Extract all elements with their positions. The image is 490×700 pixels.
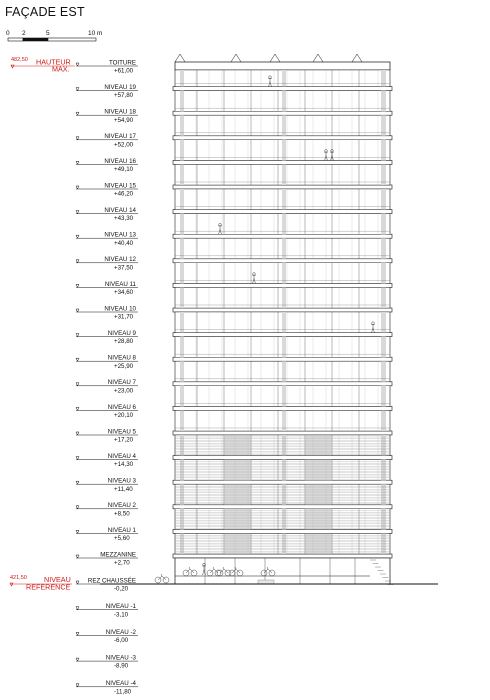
floor-slab	[173, 382, 392, 386]
level-name: NIVEAU -4	[105, 680, 136, 688]
louver-panel	[224, 533, 251, 554]
level-marker-icon	[76, 684, 79, 687]
level-annotation	[76, 680, 138, 695]
level-elevation: +37,50	[114, 264, 134, 272]
level-name: REZ CHAUSSÉE	[87, 577, 136, 585]
level-elevation: +54,90	[114, 116, 134, 124]
level-name: NIVEAU 4	[107, 453, 136, 460]
level-name: NIVEAU 12	[104, 256, 136, 264]
level-elevation: -8,90	[114, 662, 129, 670]
level-marker-icon	[76, 383, 79, 386]
level-elevation: +28,80	[114, 338, 134, 346]
level-marker-icon	[76, 235, 79, 238]
level-annotations	[76, 59, 138, 695]
shading-panel	[381, 435, 386, 456]
level-annotation	[76, 527, 138, 542]
shading-panel	[180, 533, 184, 554]
scale-tick-label: 10 m	[88, 30, 103, 37]
level-marker-icon	[10, 583, 13, 586]
level-name: NIVEAU 7	[107, 379, 136, 387]
level-elevation: -6,00	[114, 637, 129, 644]
level-marker-icon	[76, 112, 79, 115]
level-marker-icon	[76, 506, 79, 509]
level-name: NIVEAU -3	[105, 654, 136, 662]
level-annotation	[76, 281, 138, 296]
level-annotation	[76, 133, 138, 148]
level-marker-icon	[76, 407, 79, 410]
level-name: NIVEAU 14	[104, 207, 136, 214]
level-annotation	[76, 207, 138, 222]
ground-floor-facade	[175, 558, 390, 584]
floor-slab	[173, 210, 392, 214]
level-marker-icon	[76, 63, 79, 66]
shading-panel	[381, 484, 386, 505]
max-height-value: 482,50	[11, 57, 28, 63]
level-marker-icon	[76, 555, 79, 558]
shading-panel	[282, 484, 286, 505]
floor-slab	[173, 111, 392, 115]
level-annotation	[76, 478, 138, 493]
level-annotation	[76, 232, 138, 247]
level-name: NIVEAU 9	[107, 330, 136, 337]
level-annotation	[76, 404, 138, 419]
level-marker-icon	[76, 607, 79, 610]
level-annotation	[76, 330, 138, 345]
level-marker-icon	[76, 186, 79, 189]
max-height-label: HAUTEUR	[36, 57, 71, 67]
floor-slab	[173, 554, 392, 558]
level-elevation: -11,80	[114, 688, 132, 696]
level-annotation	[76, 502, 138, 517]
level-annotation	[76, 629, 138, 644]
level-name: NIVEAU 2	[107, 502, 136, 510]
level-elevation: +31,70	[114, 313, 134, 321]
level-annotation	[76, 379, 138, 394]
floor-slab	[173, 87, 392, 91]
roof-vent-icon	[270, 54, 280, 62]
shading-panel	[381, 509, 386, 530]
floor-slab	[173, 357, 392, 361]
floor-slab	[173, 308, 392, 312]
level-elevation: +49,10	[114, 166, 134, 173]
floor-slab	[173, 529, 392, 533]
level-marker-icon	[76, 358, 79, 361]
level-annotation	[76, 158, 138, 173]
max-height-label-2: MAX.	[52, 64, 70, 74]
entrance-panel	[258, 580, 274, 584]
level-name: NIVEAU 19	[104, 84, 136, 91]
level-annotation	[76, 655, 138, 670]
floor-slab	[173, 406, 392, 410]
level-elevation: +11,40	[114, 485, 133, 493]
level-elevation: +43,30	[114, 215, 134, 223]
louver-panel	[224, 509, 251, 530]
level-marker-icon	[76, 88, 79, 91]
level-marker-icon	[76, 658, 79, 661]
floor-slab	[173, 160, 392, 164]
level-name: NIVEAU 5	[107, 428, 136, 436]
level-elevation: +8,50	[114, 510, 130, 518]
shading-panel	[180, 509, 184, 530]
level-marker-icon	[76, 432, 79, 435]
level-marker-icon	[11, 65, 14, 68]
shading-panel	[381, 533, 386, 554]
level-elevation: +14,30	[114, 461, 134, 469]
louver-panel	[305, 460, 332, 481]
roof-vent-icon	[231, 54, 241, 62]
level-annotation	[76, 59, 138, 74]
shading-panel	[282, 509, 286, 530]
level-name: NIVEAU 11	[104, 280, 136, 288]
louver-panel	[224, 435, 251, 456]
shading-panel	[282, 460, 286, 481]
floor-slab	[173, 283, 392, 287]
level-annotation	[76, 551, 138, 566]
louver-panel	[305, 484, 332, 505]
level-annotation	[76, 84, 138, 99]
level-annotation	[76, 428, 138, 443]
level-elevation: +25,90	[114, 362, 134, 370]
louver-panel	[224, 484, 251, 505]
roof-vent-icon	[352, 54, 362, 62]
level-elevation: +5,60	[114, 535, 130, 542]
reference-value: 421,50	[10, 575, 27, 581]
roof-vent-icon	[175, 54, 185, 62]
level-marker-icon	[76, 161, 79, 164]
level-marker-icon	[76, 581, 79, 584]
level-elevation: +17,20	[114, 436, 134, 444]
floor-slab	[173, 185, 392, 189]
level-marker-icon	[76, 284, 79, 287]
louver-panel	[305, 533, 332, 554]
level-annotation	[76, 603, 138, 618]
reference-label-2: REFERENCE	[26, 582, 71, 592]
level-name: NIVEAU 16	[104, 157, 136, 165]
shading-panel	[282, 70, 286, 87]
shading-panel	[180, 70, 184, 87]
level-name: NIVEAU 18	[104, 108, 136, 116]
level-name: NIVEAU 10	[104, 305, 136, 313]
level-elevation: +34,60	[114, 289, 134, 296]
level-annotation	[76, 577, 138, 592]
louver-panel	[305, 509, 332, 530]
shading-panel	[381, 460, 386, 481]
floor-slab	[173, 136, 392, 140]
level-name: NIVEAU -1	[105, 603, 136, 611]
level-elevation: +20,10	[114, 412, 134, 419]
level-marker-icon	[76, 309, 79, 312]
level-annotation	[76, 256, 138, 271]
floor-slab	[173, 456, 392, 460]
level-elevation: +46,20	[114, 190, 134, 198]
level-name: NIVEAU 8	[107, 354, 136, 362]
roof-parapet	[175, 62, 390, 70]
level-name: TOITURE	[108, 59, 136, 67]
level-annotation	[76, 355, 138, 370]
level-name: NIVEAU 6	[107, 403, 136, 411]
level-elevation: +40,40	[114, 239, 134, 247]
level-name: NIVEAU -2	[105, 628, 136, 636]
scale-tick-label: 0	[6, 30, 10, 37]
level-annotation	[76, 109, 138, 124]
bicycle-icon	[155, 574, 169, 583]
floor-slab	[173, 259, 392, 263]
floor-slab	[173, 431, 392, 435]
louver-panel	[305, 435, 332, 456]
level-elevation: -3,10	[114, 611, 129, 619]
level-name: NIVEAU 3	[107, 477, 136, 485]
building-elevation	[155, 54, 394, 585]
level-elevation: +23,00	[114, 387, 134, 395]
level-marker-icon	[76, 137, 79, 140]
level-annotation	[76, 453, 138, 468]
roof-vent-icon	[313, 54, 323, 62]
reference-marker	[10, 575, 72, 592]
level-annotation	[76, 182, 138, 197]
level-annotation	[76, 305, 138, 320]
level-marker-icon	[76, 334, 79, 337]
level-name: NIVEAU 13	[104, 231, 136, 239]
level-elevation: +52,00	[114, 141, 134, 149]
shading-panel	[282, 533, 286, 554]
shading-panel	[180, 460, 184, 481]
floor-slab	[173, 505, 392, 509]
floor-slab	[173, 333, 392, 337]
shading-panel	[180, 484, 184, 505]
louver-panel	[224, 460, 251, 481]
scale-tick-label: 2	[22, 30, 26, 37]
level-marker-icon	[76, 481, 79, 484]
shading-panel	[282, 435, 286, 456]
drawing-title: FAÇADE EST	[5, 5, 85, 19]
scale-tick-label: 5	[46, 30, 50, 37]
reference-label: NIVEAU	[44, 575, 71, 584]
level-marker-icon	[76, 211, 79, 214]
level-elevation: +61,00	[114, 67, 134, 75]
floor-slab	[173, 480, 392, 484]
level-elevation: +2,70	[114, 559, 130, 567]
level-name: MEZZANINE	[100, 551, 136, 559]
level-marker-icon	[76, 632, 79, 635]
floor-slab	[173, 234, 392, 238]
level-name: NIVEAU 1	[107, 526, 136, 534]
shading-panel	[180, 435, 184, 456]
level-elevation: -0,20	[114, 585, 129, 593]
level-name: NIVEAU 17	[104, 133, 136, 141]
level-marker-icon	[76, 457, 79, 460]
level-marker-icon	[76, 260, 79, 263]
level-elevation: +57,80	[114, 92, 134, 100]
max-height-marker	[11, 57, 75, 74]
shading-panel	[381, 70, 386, 87]
level-name: NIVEAU 15	[104, 182, 136, 190]
level-marker-icon	[76, 530, 79, 533]
